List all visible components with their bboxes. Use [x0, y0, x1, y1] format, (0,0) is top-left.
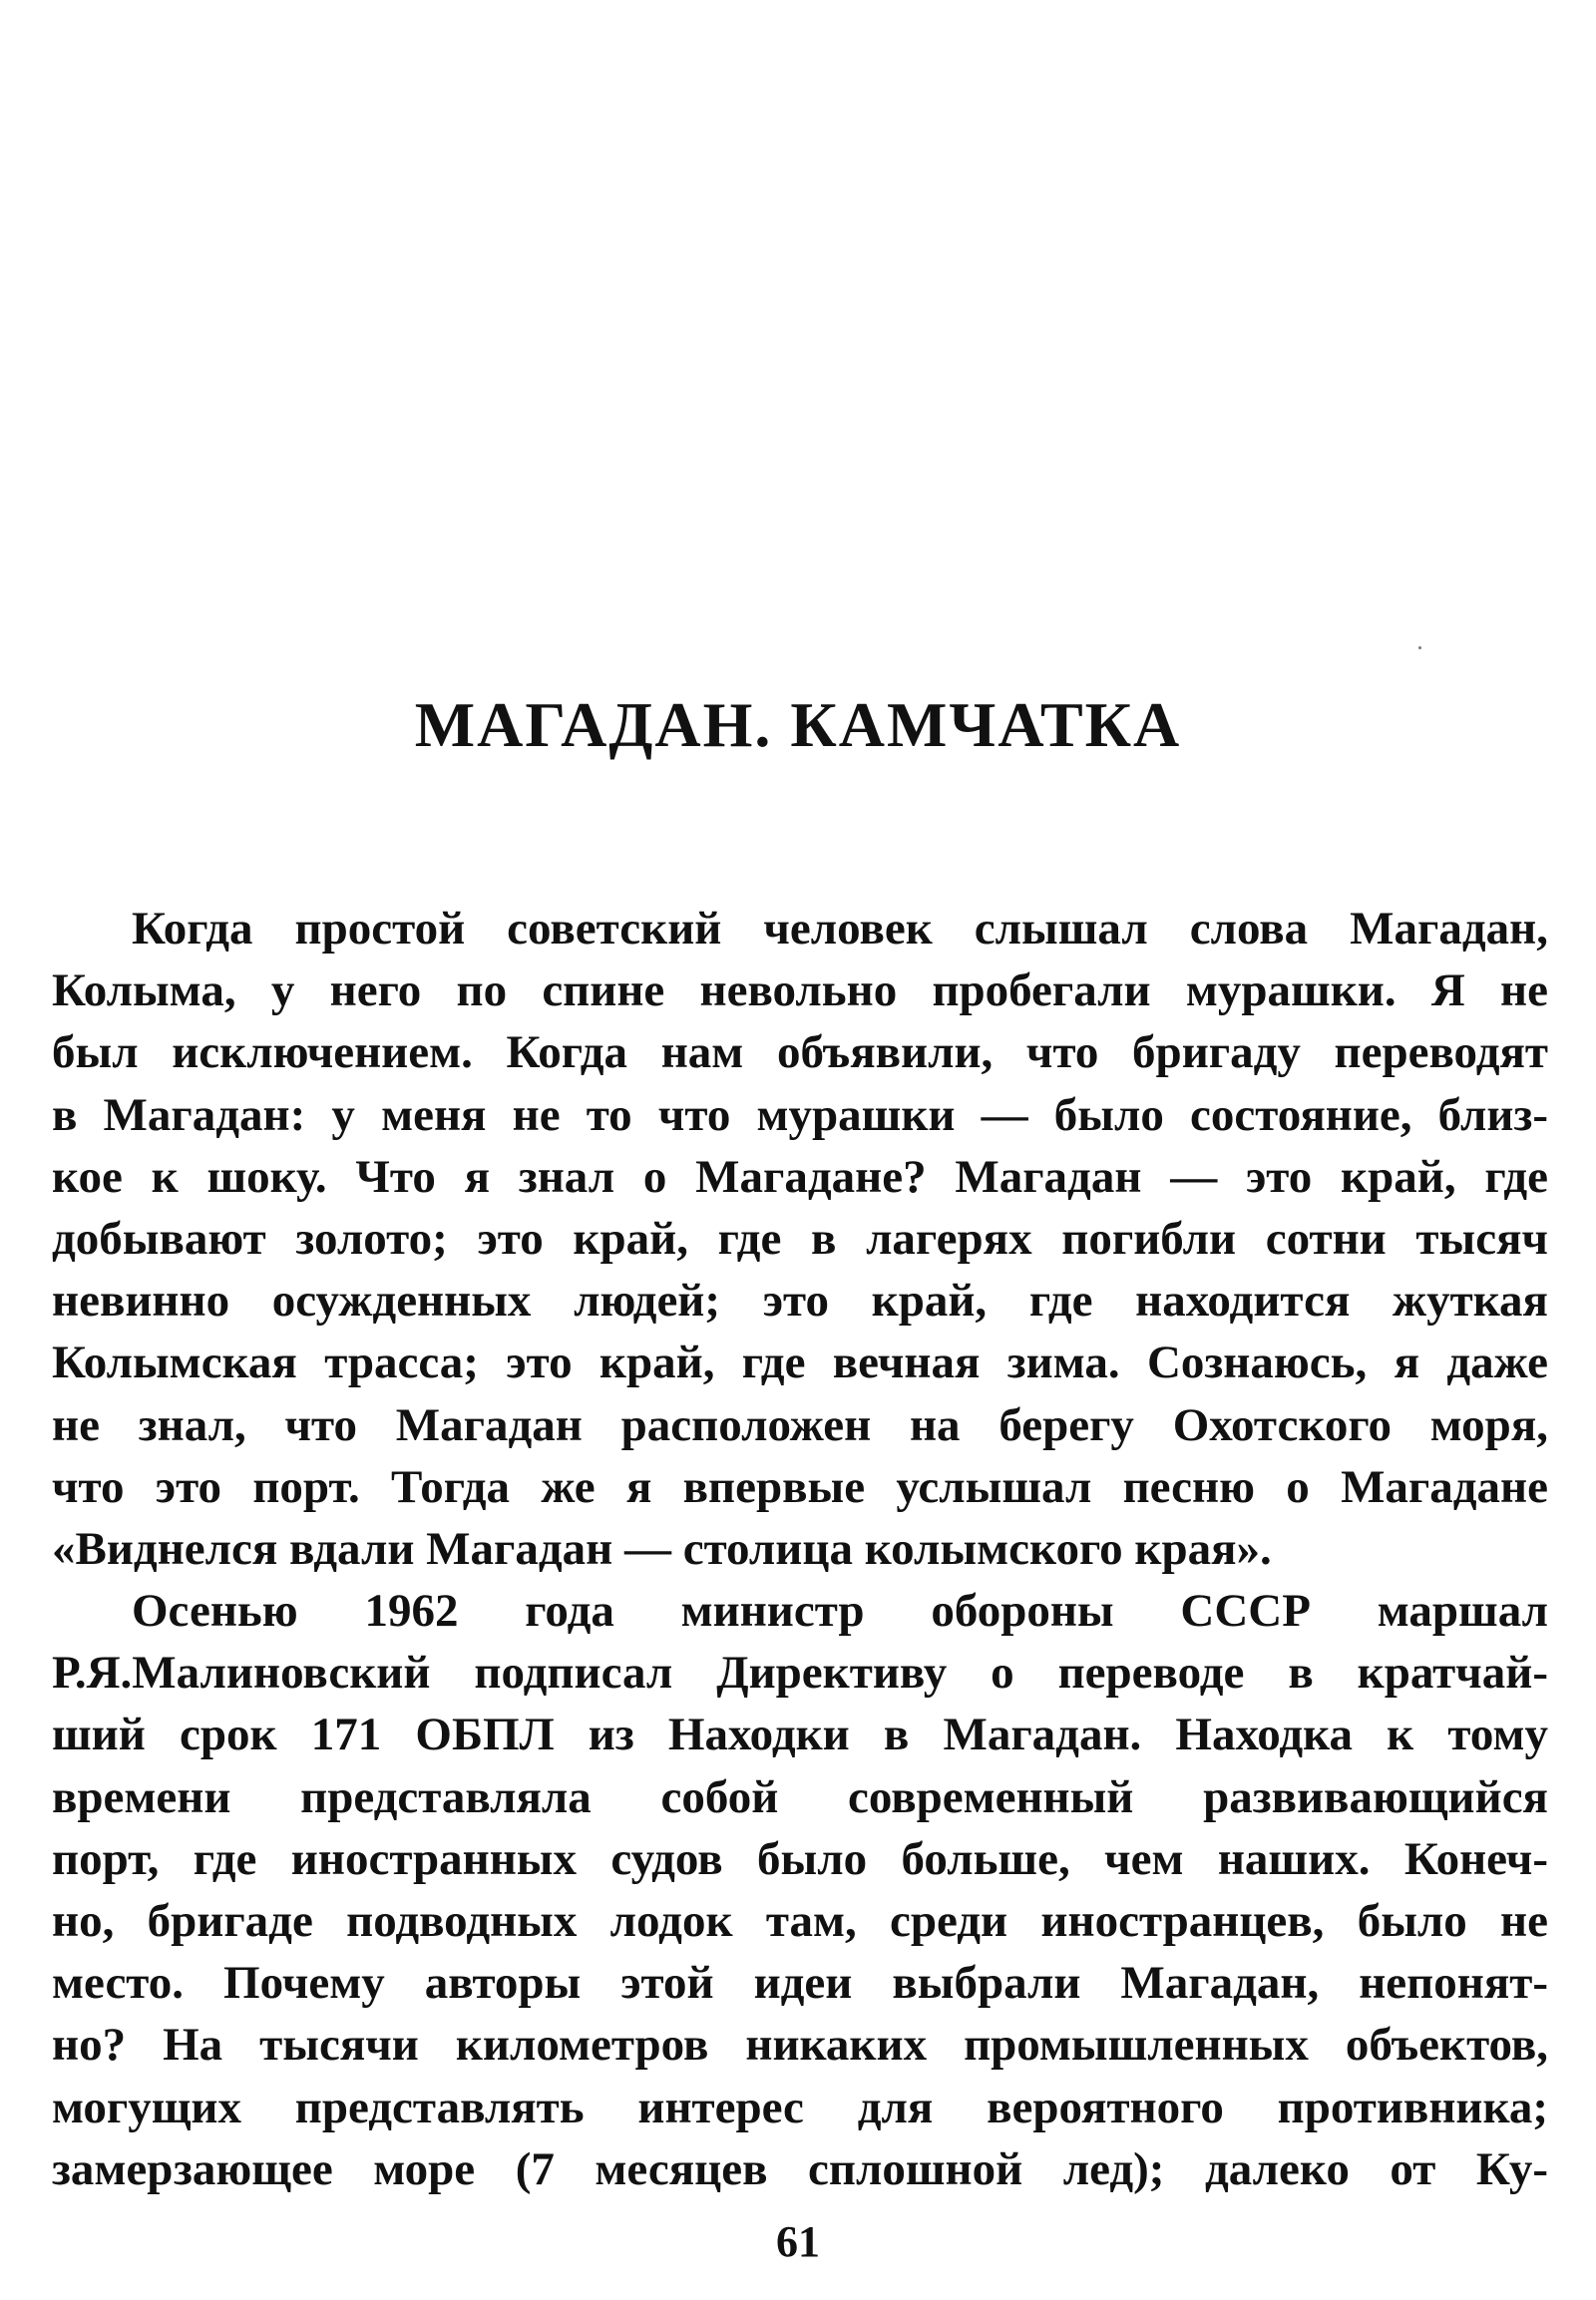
text-line: «Виднелся вдали Магадан — столица колымского края». [52, 1522, 1272, 1575]
page-number: 61 [776, 2217, 820, 2266]
text-line: Когда простой советский человек слышал слова Магадан, [132, 903, 1548, 955]
text-line: могущих представлять интерес для вероятного противника; [52, 2081, 1548, 2133]
text-line: не знал, что Магадан расположен на берегу Охотского моря, [52, 1398, 1548, 1451]
chapter-title: МАГАДАН. КАМЧАТКА [414, 689, 1182, 760]
text-line: порт, где иностранных судов было больше, чем наших. Конеч- [52, 1832, 1548, 1885]
body-text [52, 898, 1548, 2200]
text-line: что это порт. Тогда же я впервые услышал песню о Магадане [52, 1460, 1548, 1513]
text-line: но, бригаде подводных лодок там, среди иностранцев, было не [52, 1895, 1548, 1947]
text-line: замерзающее море (7 месяцев сплошной лед); далеко от Ку- [52, 2142, 1548, 2195]
text-line: в Магадан: у меня не то что мурашки — было состояние, близ- [52, 1088, 1548, 1141]
text-line: был исключением. Когда нам объявили, что бригаду переводят [52, 1026, 1548, 1079]
text-line: времени представляла собой современный развивающийся [52, 1770, 1548, 1823]
text-line: но? На тысячи километров никаких промышленных объектов, [52, 2019, 1548, 2072]
text-line: Колымская трасса; это край, где вечная зима. Сознаюсь, я даже [52, 1337, 1548, 1389]
text-line: Осенью 1962 года министр обороны СССР маршал [132, 1585, 1548, 1638]
text-line: невинно осужденных людей; это край, где находится жуткая [52, 1275, 1548, 1328]
text-line: кое к шоку. Что я знал о Магадане? Магадан — это край, где [52, 1150, 1548, 1203]
text-line: Колыма, у него по спине невольно пробегали мурашки. Я не [52, 964, 1548, 1017]
text-line: Р.Я.Малиновский подписал Директиву о переводе в кратчай- [52, 1647, 1548, 1700]
text-line: ший срок 171 ОБПЛ из Находки в Магадан. Находка к тому [52, 1709, 1548, 1761]
text-line: добывают золото; это край, где в лагерях погибли сотни тысяч [52, 1212, 1548, 1265]
text-line: место. Почему авторы этой идеи выбрали Магадан, непонят- [52, 1957, 1548, 2010]
scan-speck [1418, 646, 1421, 649]
